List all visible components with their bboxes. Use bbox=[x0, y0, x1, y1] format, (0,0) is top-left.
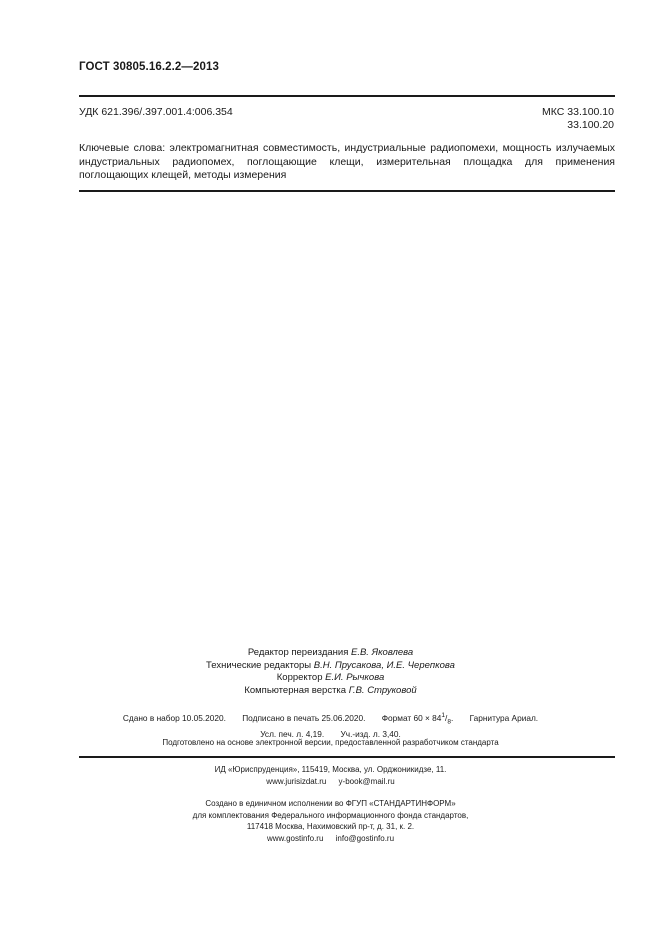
publisher-block bbox=[0, 764, 661, 787]
created-line-3: 117418 Москва, Нахимовский пр-т, д. 31, к. 2. bbox=[246, 822, 415, 831]
created-line-1: Создано в единичном исполнении во ФГУП «СТАНДАРТИНФОРМ» bbox=[205, 799, 456, 808]
proofreader-name: Е.И. Рычкова bbox=[325, 672, 385, 684]
udc-code: УДК 621.396/.397.001.4:006.354 bbox=[79, 106, 233, 118]
keywords-rule bbox=[79, 190, 615, 192]
credit-proofreader bbox=[0, 672, 661, 685]
credit-editor bbox=[0, 647, 661, 660]
publication-sheets: Уч.-изд. л. 3,40. bbox=[340, 729, 401, 740]
tech-editors-label: Технические редакторы bbox=[206, 659, 312, 671]
publisher-contacts bbox=[0, 776, 661, 788]
tech-editors-names: В.Н. Прусакова, И.Е. Черепкова bbox=[313, 659, 455, 671]
credit-layout bbox=[0, 685, 661, 698]
top-rule bbox=[79, 95, 615, 97]
created-block bbox=[0, 798, 661, 844]
editor-name: Е.В. Яковлева bbox=[351, 647, 414, 658]
publisher-site: www.jurisizdat.ru bbox=[266, 776, 327, 786]
prepared-note: Подготовлено на основе электронной версии, предоставленной разработчиком стандарта bbox=[162, 738, 499, 747]
layout-name: Г.В. Струковой bbox=[348, 684, 417, 696]
print-line-1 bbox=[0, 710, 661, 728]
created-line-2: для комплектования Федерального информационного фонда стандартов, bbox=[192, 810, 469, 820]
typeface: Гарнитура Ариал. bbox=[469, 712, 539, 723]
publisher-address: ИД «Юриспруденция», 115419, Москва, ул. Орджоникидзе, 11. bbox=[214, 765, 447, 774]
editor-label: Редактор переиздания bbox=[247, 647, 349, 658]
mks-code-1: МКС 33.100.10 bbox=[542, 106, 614, 118]
document-id: ГОСТ 30805.16.2.2—2013 bbox=[79, 61, 219, 73]
print-details bbox=[0, 710, 661, 740]
proofreader-label: Корректор bbox=[276, 672, 323, 684]
keywords-paragraph: Ключевые слова: электромагнитная совместимость, индустриальные радиопомехи, мощность излучаемых индустриальных радиопомех, поглощающие клещи, измерительная площадка для применения поглощающих клещей, методы измерения bbox=[79, 142, 615, 182]
signed-date: Подписано в печать 25.06.2020. bbox=[242, 712, 366, 723]
credit-tech-editors bbox=[0, 660, 661, 673]
paper-format: Формат $60 \times 84^1/_8$. bbox=[381, 712, 454, 726]
layout-label: Компьютерная верстка bbox=[244, 684, 347, 696]
publisher-email: y-book@mail.ru bbox=[338, 776, 395, 786]
created-email: info@gostinfo.ru bbox=[335, 833, 395, 843]
print-sheets: Усл. печ. л. 4,19. bbox=[260, 729, 325, 740]
created-contacts bbox=[0, 833, 661, 845]
mks-codes bbox=[542, 106, 614, 132]
mks-code-2: 33.100.20 bbox=[567, 119, 614, 131]
imprint-rule bbox=[79, 756, 615, 758]
submitted-date: Сдано в набор 10.05.2020. bbox=[122, 712, 226, 723]
created-site: www.gostinfo.ru bbox=[266, 833, 324, 843]
credits-block bbox=[0, 647, 661, 697]
